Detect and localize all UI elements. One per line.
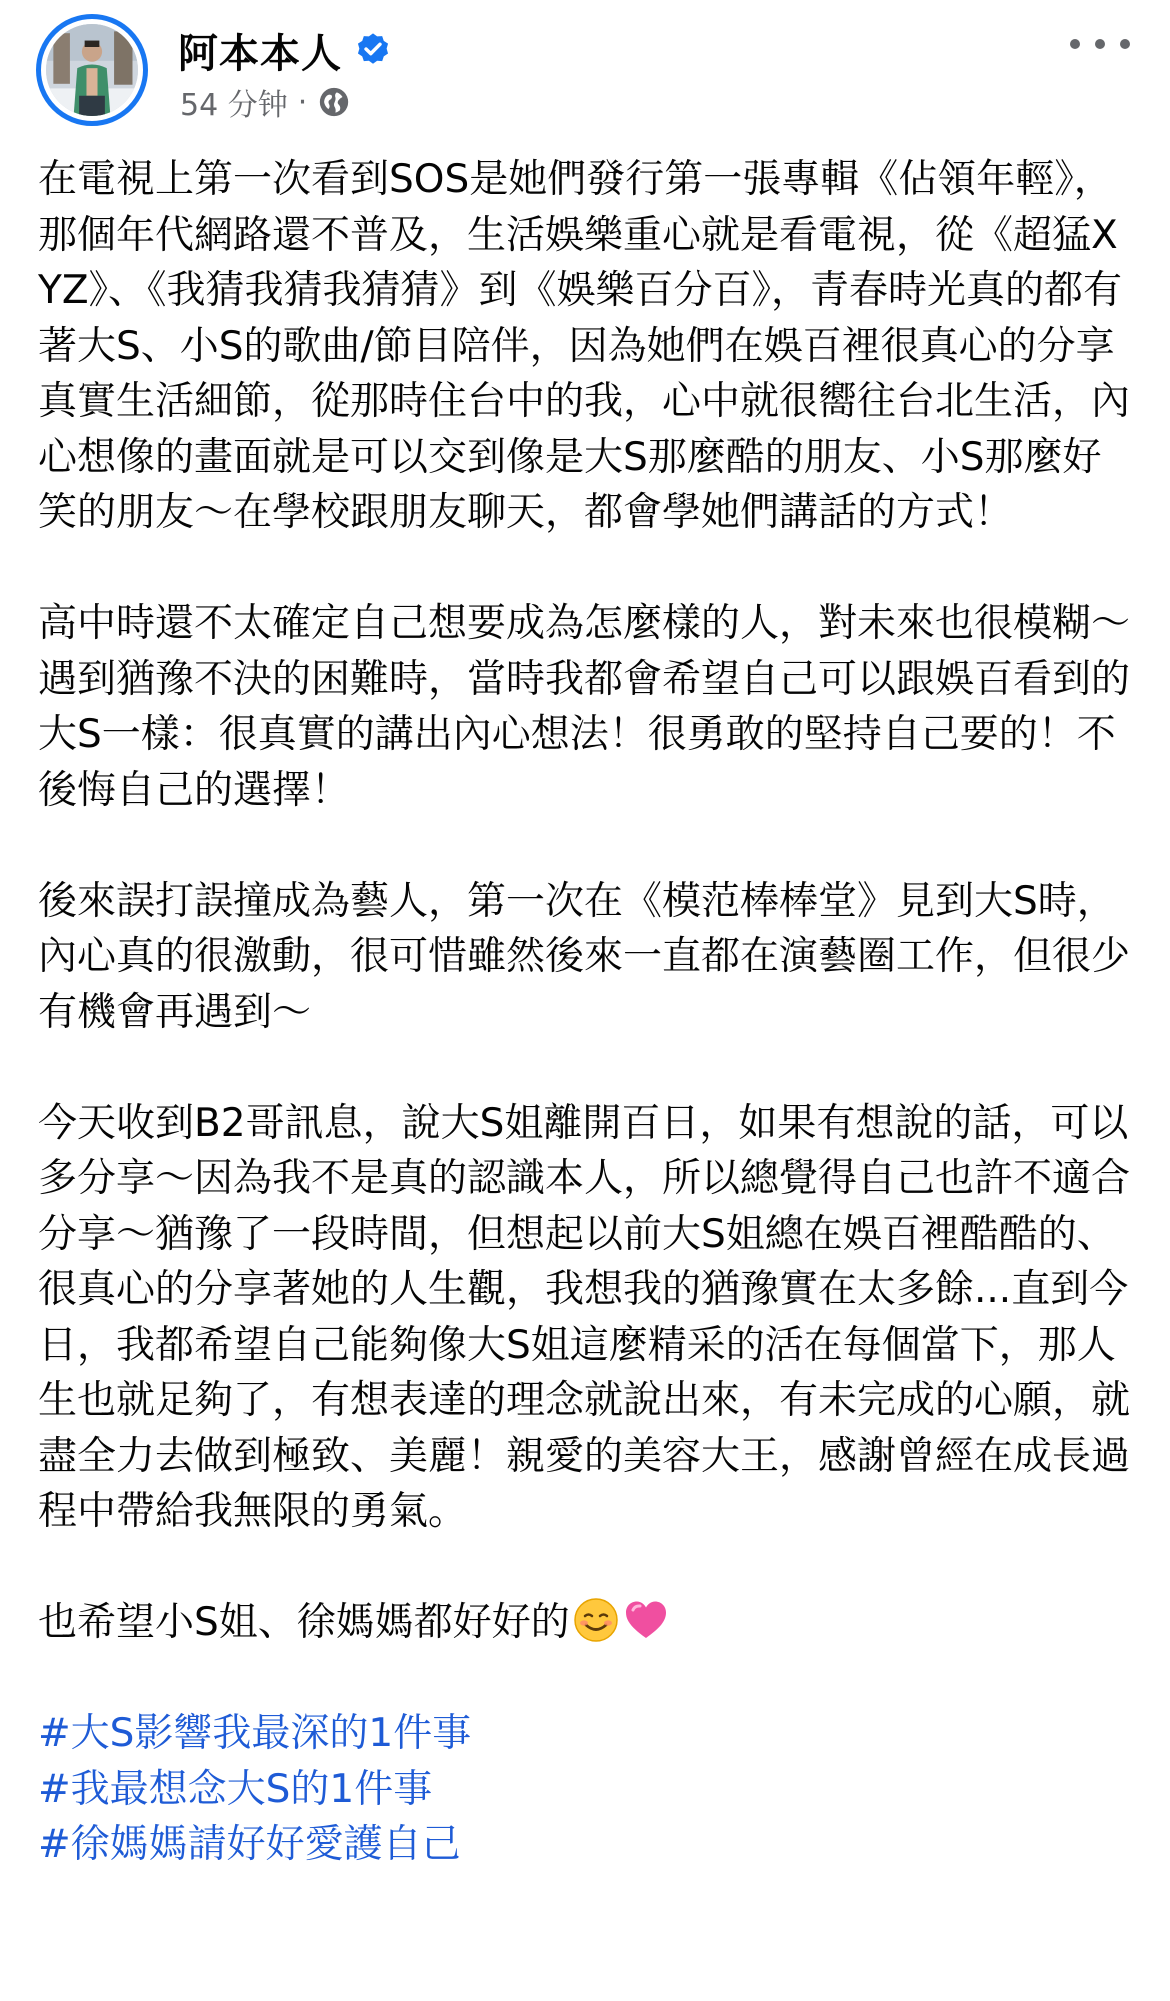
hashtag-link[interactable]: #我最想念大S的1件事 (38, 1766, 433, 1812)
post-text (38, 152, 1138, 1873)
more-options-button[interactable] (1070, 26, 1130, 62)
post-meta (180, 80, 351, 124)
hashtag-link[interactable]: #大S影響我最深的1件事 (38, 1711, 472, 1756)
post-paragraph-3: 後來誤打誤撞成為藝人，第一次在《模范棒棒堂》見到大S時，內心真的很激動，很可惜雖然後來一直都在演藝圈工作，但很少有機會再遇到～ (38, 878, 1131, 1035)
more-options-icon (1070, 39, 1080, 49)
verified-badge-icon (354, 31, 392, 69)
more-options-icon-dot (1095, 39, 1105, 49)
post-timestamp[interactable]: 54 分钟 (180, 88, 288, 123)
post-header (0, 0, 1170, 140)
hashtag-link[interactable]: #徐媽媽請好好愛護自己 (38, 1822, 461, 1867)
post-paragraph-4: 今天收到B2哥訊息，說大S姐離開百日，如果有想說的話，可以多分享～因為我不是真的認識本人，所以總覺得自己也許不適合分享～猶豫了一段時間，但想起以前大S姐總在娛百裡酷酷的、很真心的分享著她的人生觀，我想我的猶豫實在太多餘...直到今日，我都希望自己能夠像大S姐這麼精采的活在每個當下，那人生也就足夠了，有想表達的理念就說出來，有未完成的心願，就盡全力去做到極致、美麗！親愛的美容大王，感謝曾經在成長過程中帶給我無限的勇氣。 (38, 1100, 1131, 1534)
author-avatar[interactable] (36, 14, 148, 126)
author-row (178, 20, 392, 80)
smiling-face-icon (572, 1596, 620, 1644)
post-paragraph-1: 在電視上第一次看到SOS是她們發行第一張專輯《佔領年輕》，那個年代網路還不普及，生活娛樂重心就是看電視，從《超猛XYZ》、《我猜我猜我猜猜》到《娛樂百分百》，青春時光真的都有著大S、小S的歌曲/節目陪伴，因為她們在娛百裡很真心的分享真實生活細節，從那時住台中的我，心中就很嚮往台北生活，內心想像的畫面就是可以交到像是大S那麼酷的朋友、小S那麼好笑的朋友～在學校跟朋友聊天，都會學她們講話的方式！ (38, 157, 1131, 535)
avatar-photo-icon (46, 24, 138, 116)
pink-heart-icon (622, 1596, 670, 1644)
post-paragraph-5 (38, 1595, 1138, 1651)
meta-separator: · (297, 84, 308, 120)
hashtag-list (38, 1706, 1138, 1873)
post-paragraph-5-text: 也希望小S姐、徐媽媽都好好的 (38, 1600, 570, 1645)
globe-icon[interactable] (317, 85, 351, 119)
post-paragraph-2: 高中時還不太確定自己想要成為怎麼樣的人，對未來也很模糊～ 遇到猶豫不決的困難時，當時我都會希望自己可以跟娛百看到的大S一樣：很真實的講出內心想法！很勇敢的堅持自己要的！不後悔自己的選擇！ (38, 601, 1131, 813)
author-name[interactable]: 阿本本人 (178, 30, 342, 77)
more-options-icon-dot (1120, 39, 1130, 49)
avatar-photo (46, 24, 138, 116)
